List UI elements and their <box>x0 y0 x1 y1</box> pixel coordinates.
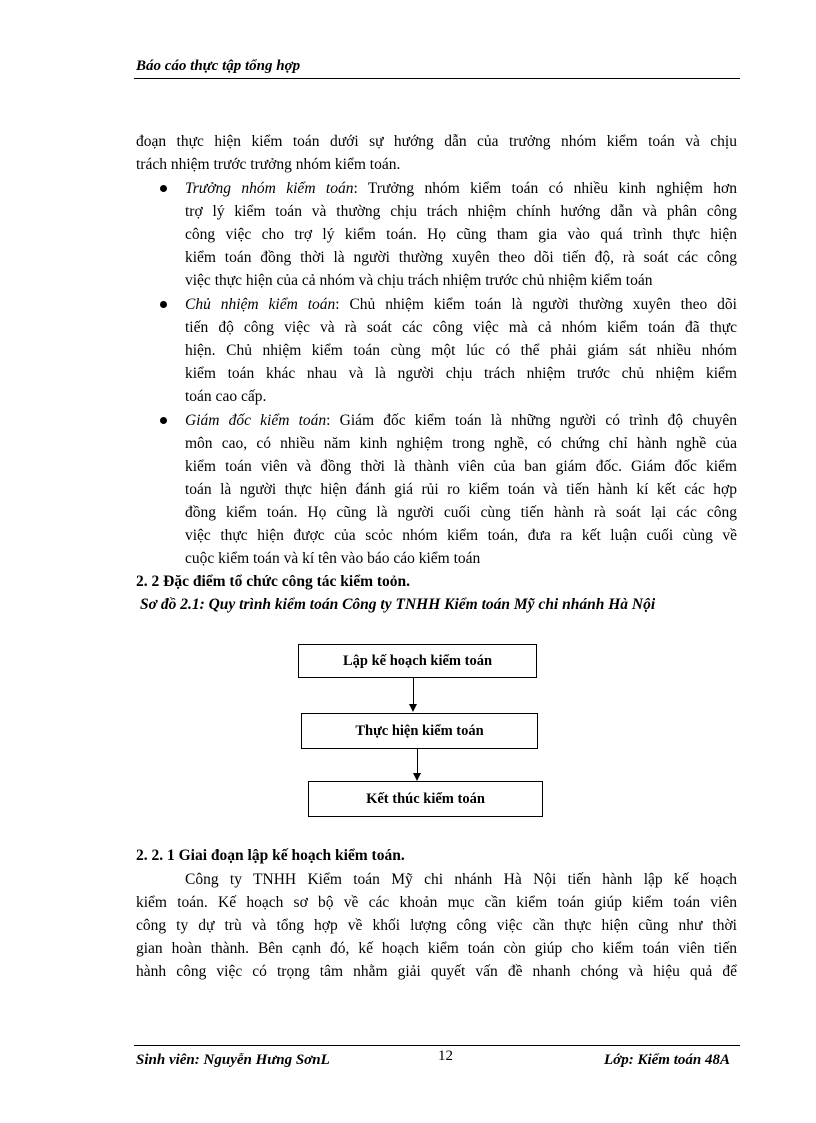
paragraph-line-4: gian hoàn thành. Bên cạnh đó, kế hoạch kiểm toán còn giúp cho kiểm toán viên tiến <box>136 940 737 957</box>
bullet-1-text: : Trưởng nhóm kiểm toán có nhiều kinh nghiệm hơn <box>353 180 737 197</box>
footer-class: Lớp: Kiểm toán 48A <box>604 1052 730 1068</box>
paragraph-line-3: công ty dự trù và tổng hợp về khối lượng công việc cần thực hiện cũng như thời <box>136 917 737 934</box>
bullet-3-line-5: đồng kiểm toán. Họ cũng là người cuối cùng tiến hành rà soát lại các công <box>185 504 737 521</box>
flow-step-execution: Thực hiện kiểm toán <box>301 713 538 749</box>
bullet-2-line-1 <box>185 294 737 316</box>
flow-arrow-line <box>417 749 418 773</box>
flow-arrow-line <box>413 678 414 704</box>
bullet-1-line-2: trợ lý kiểm toán và thường chịu trách nhiệm chính hướng dẫn và phân công <box>185 203 737 220</box>
section-heading-2-2-1: 2. 2. 1 Giai đoạn lập kế hoạch kiểm toán. <box>136 847 405 864</box>
bullet-icon <box>160 301 167 308</box>
bullet-3-line-3: kiểm toán viên và đồng thời là thành viên của ban giám đốc. Giám đốc kiểm <box>185 458 737 475</box>
section-heading-2-2: 2. 2 Đặc điểm tổ chức công tác kiểm toỏn. <box>136 573 411 590</box>
paragraph-line-5: hành công việc có trọng tâm nhằm giải quyết vấn đề nhanh chóng và hiệu quả để <box>136 963 737 980</box>
bullet-2-text: : Chủ nhiệm kiểm toán là người thường xuyên theo dõi <box>335 296 737 313</box>
bullet-3-line-4: toán là người thực hiện đánh giá rủi ro kiểm toán và tiến hành kí kết các hợp <box>185 481 737 498</box>
paragraph-line-2: kiểm toán. Kế hoạch sơ bộ về các khoản mục cần kiểm toán giúp kiểm toán viên <box>136 894 737 911</box>
arrow-down-icon <box>409 704 417 712</box>
bullet-2-line-3: hiện. Chủ nhiệm kiểm toán cùng một lúc có thể phải giám sát nhiều nhóm <box>185 342 737 359</box>
flow-step-completion: Kết thúc kiểm toán <box>308 781 543 817</box>
intro-line-2: trách nhiệm trước trưởng nhóm kiểm toán. <box>136 156 401 173</box>
bullet-1-line-1 <box>185 178 737 200</box>
bullet-3-line-2: môn cao, có nhiều năm kinh nghiệm trong nghề, có chứng chỉ hành nghề của <box>185 435 737 452</box>
footer-divider <box>134 1045 740 1046</box>
bullet-3-line-1 <box>185 410 737 432</box>
page-header-title: Báo cáo thực tập tổng hợp <box>136 58 301 74</box>
bullet-2-term: Chủ nhiệm kiểm toán <box>185 296 336 313</box>
diagram-caption: Sơ đồ 2.1: Quy trình kiểm toán Công ty TNHH Kiểm toán Mỹ chi nhánh Hà Nội <box>140 596 656 613</box>
bullet-icon <box>160 185 167 192</box>
flow-step-planning: Lập kế hoạch kiểm toán <box>298 644 537 678</box>
bullet-3-line-7: cuộc kiểm toán và kí tên vào báo cáo kiểm toán <box>185 550 481 567</box>
bullet-1-term: Trưởng nhóm kiểm toán <box>185 180 354 197</box>
bullet-3-text: : Giám đốc kiểm toán là những người có trình độ chuyên <box>326 412 737 429</box>
header-divider <box>134 78 740 79</box>
bullet-3-line-6: việc thực hiện được của scỏc nhóm kiểm toán, đưa ra kết luận cuối cùng về <box>185 527 737 544</box>
bullet-3-term: Giám đốc kiểm toán <box>185 412 327 429</box>
page-number: 12 <box>438 1048 453 1064</box>
bullet-1-line-3: công việc cho trợ lý kiểm toán. Họ cũng tham gia vào quá trình thực hiện <box>185 226 737 243</box>
intro-line-1: đoạn thực hiện kiểm toán dưới sự hướng dẫn của trưởng nhóm kiểm toán và chịu <box>136 133 737 150</box>
bullet-1-line-5: việc thực hiện của cả nhóm và chịu trách nhiệm trước chủ nhiệm kiểm toán <box>185 272 653 289</box>
bullet-icon <box>160 417 167 424</box>
bullet-1-line-4: kiểm toán đồng thời là người thường xuyên theo dõi tiến độ, rà soát các công <box>185 249 737 266</box>
arrow-down-icon <box>413 773 421 781</box>
bullet-2-line-2: tiến độ công việc và rà soát các công việc mà cả nhóm kiểm toán đã thực <box>185 319 737 336</box>
bullet-2-line-4: kiểm toán khác nhau và là người chịu trách nhiệm trước chủ nhiệm kiểm <box>185 365 737 382</box>
footer-student: Sinh viên: Nguyễn Hưng SơnL <box>136 1052 330 1068</box>
bullet-2-line-5: toán cao cấp. <box>185 388 267 405</box>
paragraph-line-1: Công ty TNHH Kiểm toán Mỹ chi nhánh Hà Nội tiến hành lập kế hoạch <box>185 871 737 888</box>
